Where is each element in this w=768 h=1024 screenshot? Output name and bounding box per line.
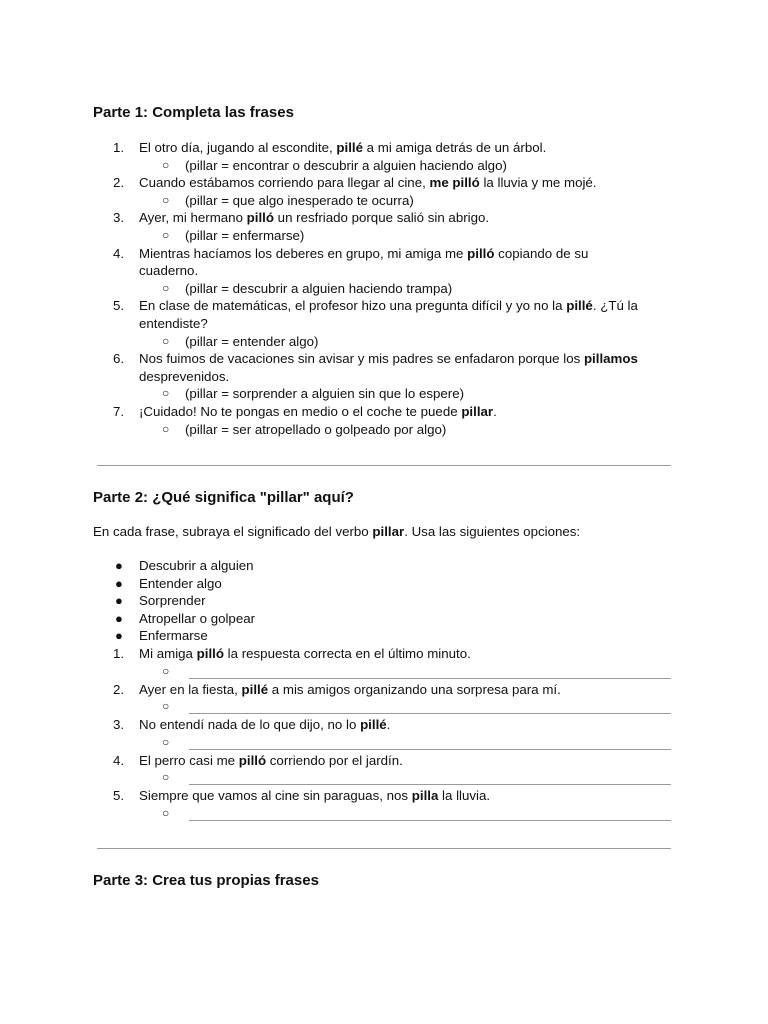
definition-note <box>93 192 671 210</box>
bold-verb: pillé <box>241 681 269 697</box>
part2-options-list <box>93 557 671 645</box>
answer-line[interactable] <box>189 713 671 714</box>
definition-note <box>93 280 671 298</box>
bold-verb: me pilló <box>429 175 480 191</box>
sentence-line: Mi amiga pilló la respuesta correcta en el último minuto. <box>139 646 471 661</box>
definition-text: (pillar = sorprender a alguien sin que lo espere) <box>185 386 465 402</box>
item-number: 5. <box>113 788 125 804</box>
sentence-line: Cuando estábamos corriendo para llegar al cine, me pilló la lluvia y me mojé. <box>139 175 597 191</box>
sentence-line: El perro casi me pilló corriendo por el jardín. <box>139 752 403 768</box>
bullet-icon: ● <box>115 610 123 626</box>
definition-text: (pillar = entender algo) <box>185 333 319 349</box>
option-item <box>93 592 671 610</box>
definition-text: (pillar = ser atropellado o golpeado por algo) <box>185 421 447 437</box>
sentence-line: Ayer, mi hermano pilló un resfriado porque salió sin abrigo. <box>139 210 490 226</box>
circle-bullet-icon: ○ <box>162 805 170 820</box>
item-number: 4. <box>113 752 125 768</box>
part1-title: Parte 1: Completa las frases <box>93 104 294 121</box>
definition-note <box>93 227 671 245</box>
answer-row <box>93 734 671 752</box>
item-number: 6. <box>113 351 125 367</box>
definition-note <box>93 333 671 351</box>
option-text: Sorprender <box>139 593 206 609</box>
section-divider-2 <box>97 848 671 849</box>
exercise-sentence <box>93 645 671 663</box>
sentence-line: Mientras hacíamos los deberes en grupo, mi amiga me pilló copiando de su <box>139 245 589 261</box>
definition-note <box>93 157 671 175</box>
sentence-line: ¡Cuidado! No te pongas en medio o el coche te puede pillar. <box>139 403 497 419</box>
definition-note <box>93 385 671 403</box>
sentence-line: entendiste? <box>139 315 208 331</box>
circle-bullet-icon: ○ <box>162 192 170 207</box>
circle-bullet-icon: ○ <box>162 157 170 172</box>
sentence-item <box>93 245 671 280</box>
part2-title: Parte 2: ¿Qué significa "pillar" aquí? <box>93 489 354 506</box>
item-number: 2. <box>113 175 125 191</box>
bold-verb: pilló <box>238 752 267 768</box>
exercise-sentence <box>93 681 671 699</box>
circle-bullet-icon: ○ <box>162 386 170 401</box>
sentence-line: El otro día, jugando al escondite, pillé a mi amiga detrás de un árbol. <box>139 140 547 155</box>
sentence-line: Ayer en la fiesta, pillé a mis amigos organizando una sorpresa para mí. <box>139 681 561 697</box>
bold-verb: pilló <box>196 646 224 661</box>
answer-row <box>93 769 671 787</box>
sentence-item <box>93 297 671 332</box>
circle-bullet-icon: ○ <box>162 699 170 714</box>
bullet-icon: ● <box>115 593 123 609</box>
option-text: Entender algo <box>139 575 222 591</box>
option-item <box>93 610 671 628</box>
item-number: 4. <box>113 245 125 261</box>
item-number: 5. <box>113 298 125 314</box>
section-divider-1 <box>97 465 671 466</box>
option-item <box>93 627 671 645</box>
option-item <box>93 557 671 575</box>
bullet-icon: ● <box>115 558 123 573</box>
item-number: 3. <box>113 210 125 226</box>
option-item <box>93 575 671 593</box>
circle-bullet-icon: ○ <box>162 663 170 678</box>
circle-bullet-icon: ○ <box>162 421 170 436</box>
definition-note <box>93 421 671 439</box>
exercise-sentence <box>93 752 671 770</box>
bullet-icon: ● <box>115 628 123 644</box>
sentence-item <box>93 403 671 421</box>
answer-line[interactable] <box>189 820 671 821</box>
answer-row <box>93 663 671 681</box>
sentence-item <box>93 174 671 192</box>
bold-verb: pillar <box>372 524 405 539</box>
item-number: 2. <box>113 681 125 697</box>
definition-text: (pillar = que algo inesperado te ocurra) <box>185 192 414 208</box>
answer-row <box>93 698 671 716</box>
item-number: 1. <box>113 646 125 661</box>
item-number: 7. <box>113 403 125 419</box>
item-number: 3. <box>113 717 125 733</box>
bold-verb: pilló <box>467 245 495 261</box>
answer-line[interactable] <box>189 784 671 785</box>
circle-bullet-icon: ○ <box>162 333 170 348</box>
exercise-sentence <box>93 716 671 734</box>
sentence-item <box>93 350 671 385</box>
item-number: 1. <box>113 140 125 155</box>
bold-verb: pilló <box>246 210 274 226</box>
answer-line[interactable] <box>189 678 671 679</box>
answer-row <box>93 805 671 823</box>
bold-verb: pillé <box>360 717 387 733</box>
part1-list <box>93 139 671 438</box>
option-text: Descubrir a alguien <box>139 558 254 573</box>
bold-verb: pillé <box>566 298 593 314</box>
sentence-line: No entendí nada de lo que dijo, no lo pillé. <box>139 717 391 733</box>
sentence-line: Nos fuimos de vacaciones sin avisar y mis padres se enfadaron porque los pillamos <box>139 351 638 367</box>
bold-verb: pillar <box>461 403 494 419</box>
sentence-line: desprevenidos. <box>139 368 230 384</box>
definition-text: (pillar = descubrir a alguien haciendo trampa) <box>185 280 453 296</box>
part3-title: Parte 3: Crea tus propias frases <box>93 872 319 889</box>
sentence-line: Siempre que vamos al cine sin paraguas, nos pilla la lluvia. <box>139 788 491 804</box>
option-text: Atropellar o golpear <box>139 610 256 626</box>
option-text: Enfermarse <box>139 628 208 644</box>
sentence-item <box>93 209 671 227</box>
definition-text: (pillar = encontrar o descubrir a alguien haciendo algo) <box>185 157 507 173</box>
answer-line[interactable] <box>189 749 671 750</box>
circle-bullet-icon: ○ <box>162 227 170 242</box>
sentence-line: cuaderno. <box>139 263 199 279</box>
bold-verb: pilla <box>411 788 439 804</box>
bold-verb: pillamos <box>583 351 638 367</box>
bold-verb: pillé <box>336 140 363 155</box>
circle-bullet-icon: ○ <box>162 280 170 295</box>
sentence-line: En clase de matemáticas, el profesor hizo una pregunta difícil y yo no la pillé. ¿Tú la <box>139 298 638 314</box>
circle-bullet-icon: ○ <box>162 770 170 785</box>
part2-instructions: En cada frase, subraya el significado del verbo pillar. Usa las siguientes opciones: <box>93 524 581 539</box>
bullet-icon: ● <box>115 575 123 591</box>
exercise-sentence <box>93 787 671 805</box>
definition-text: (pillar = enfermarse) <box>185 227 305 243</box>
circle-bullet-icon: ○ <box>162 734 170 749</box>
sentence-item <box>93 139 671 157</box>
part2-exercise-list <box>93 645 671 823</box>
